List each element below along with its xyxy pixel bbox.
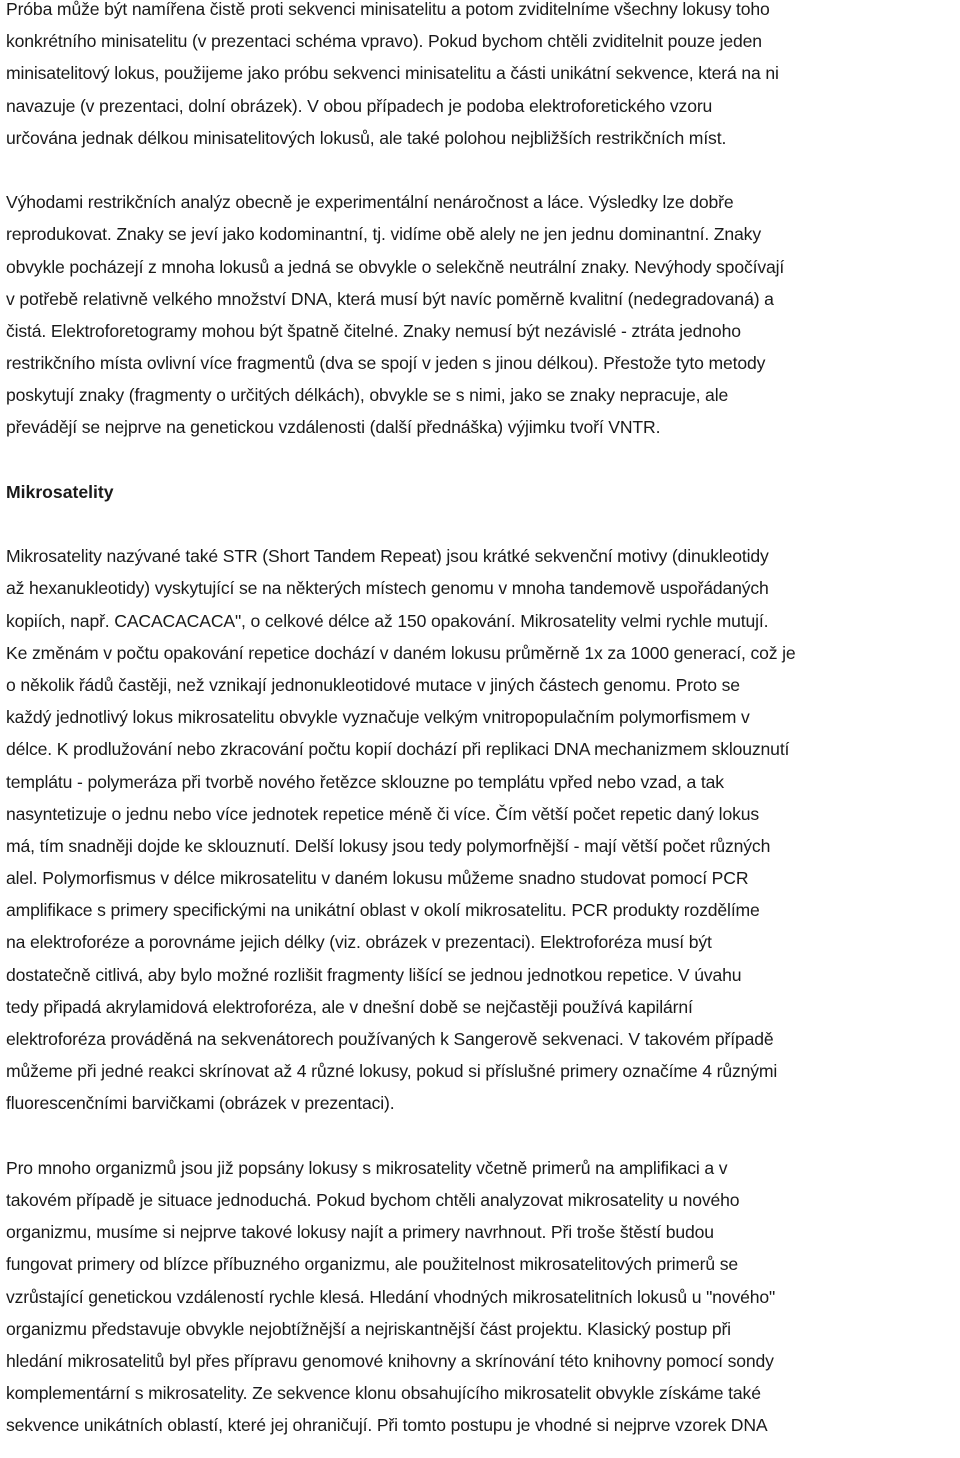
text-line: tedy připadá akrylamidová elektroforéza, ale v dnešní době se nejčastěji používá kapilární — [6, 996, 693, 1017]
text-line: můžeme při jedné reakci skrínovat až 4 různé lokusy, pokud si příslušné primery označíme 4 různými — [6, 1061, 778, 1082]
text-line: sekvence unikátních oblastí, které jej ohraničují. Při tomto postupu je vhodné si nejprve vzorek DNA — [6, 1415, 768, 1436]
text-line: o několik řádů častěji, než vznikají jednonukleotidové mutace v jiných částech genomu. Proto se — [6, 674, 740, 695]
text-line: templátu - polymeráza při tvorbě nového řetězce sklouzne po templátu vpřed nebo vzad, a tak — [6, 771, 724, 792]
text-line: na elektroforéze a porovnáme jejich délky (viz. obrázek v prezentaci). Elektroforéza musí být — [6, 932, 712, 953]
text-line: minisatelitový lokus, použijeme jako próbu sekvenci minisatelitu a části unikátní sekvence, která na ni — [6, 63, 779, 84]
text-line: alel. Polymorfismus v délce mikrosatelitu v daném lokusu můžeme snadno studovat pomocí PCR — [6, 868, 749, 889]
text-line: dostatečně citlivá, aby bylo možné rozlišit fragmenty lišící se jednou jednotkou repetice. V úvahu — [6, 964, 742, 985]
section-heading: Mikrosatelity — [6, 481, 114, 502]
text-line: restrikčního místa ovlivní více fragmentů (dva se spojí v jeden s jinou délkou). Přestože tyto metody — [6, 353, 766, 374]
text-line: amplifikace s primery specifickými na unikátní oblast v okolí mikrosatelitu. PCR produkty rozdělíme — [6, 900, 760, 921]
text-line: Ke změnám v počtu opakování repetice dochází v daném lokusu průměrně 1x za 1000 generací, což je — [6, 642, 796, 663]
text-line: určována jednak délkou minisatelitových lokusů, ale také polohou nejbližších restrikčních míst. — [6, 127, 727, 148]
text-line: hledání mikrosatelitů byl přes přípravu genomové knihovny a skrínování této knihovny pomocí sondy — [6, 1350, 774, 1371]
text-line: organizmu představuje obvykle nejobtížnější a nejriskantnější část projektu. Klasický postup při — [6, 1318, 731, 1339]
text-line: až hexanukleotidy) vyskytující se na některých místech genomu v mnoha tandemově uspořádaných — [6, 578, 769, 599]
text-line: obvykle pocházejí z mnoha lokusů a jedná se obvykle o selekčně neutrální znaky. Nevýhody spočívají — [6, 256, 785, 277]
text-line: reprodukovat. Znaky se jeví jako kodominantní, tj. vidíme obě alely ne jen jednu dominantní. Znaky — [6, 224, 761, 245]
text-line: komplementární s mikrosatelity. Ze sekvence klonu obsahujícího mikrosatelit obvykle získáme také — [6, 1383, 761, 1404]
text-line: fluorescenčními barvičkami (obrázek v prezentaci). — [6, 1093, 395, 1114]
text-line: Výhodami restrikčních analýz obecně je experimentální nenáročnost a láce. Výsledky lze dobře — [6, 192, 734, 213]
text-line: v potřebě relativně velkého množství DNA, která musí být navíc poměrně kvalitní (nedegradovaná) a — [6, 288, 774, 309]
paragraph-microsatellites — [6, 540, 954, 1119]
paragraph-spacer — [6, 508, 954, 540]
text-line: délce. K prodlužování nebo zkracování počtu kopií dochází při replikaci DNA mechanizmem sklouznutí — [6, 739, 790, 760]
text-line: vzrůstající genetickou vzdáleností rychle klesá. Hledání vhodných mikrosatelitních lokusů u "nového" — [6, 1286, 776, 1307]
paragraph-spacer — [6, 1120, 954, 1152]
text-line: organizmu, musíme si nejprve takové lokusy najít a primery navrhnout. Při troše štěstí budou — [6, 1222, 714, 1243]
text-line: navazuje (v prezentaci, dolní obrázek). V obou případech je podoba elektroforetického vzoru — [6, 95, 713, 116]
text-line: nasyntetizuje o jednu nebo více jednotek repetice méně či více. Čím větší počet repetic daný lokus — [6, 803, 760, 824]
paragraph-advantages — [6, 186, 954, 444]
paragraph-spacer — [6, 444, 954, 476]
paragraph-new-organism — [6, 1152, 954, 1442]
text-line: převádějí se nejprve na genetickou vzdálenosti (další přednáška) výjimku tvoří VNTR. — [6, 417, 661, 438]
paragraph-spacer — [6, 154, 954, 186]
text-line: Mikrosatelity nazývané také STR (Short Tandem Repeat) jsou krátké sekvenční motivy (dinukleotidy — [6, 546, 769, 567]
text-line: Pro mnoho organizmů jsou již popsány lokusy s mikrosatelity včetně primerů na amplifikaci a v — [6, 1157, 728, 1178]
text-line: konkrétního minisatelitu (v prezentaci schéma vpravo). Pokud bychom chtěli zviditelnit pouze jeden — [6, 31, 762, 52]
text-line: má, tím snadněji dojde ke sklouznutí. Delší lokusy jsou tedy polymorfnější - mají větší počet různých — [6, 835, 771, 856]
text-line: každý jednotlivý lokus mikrosatelitu obvykle vyznačuje velkým vnitropopulačním polymorfismem v — [6, 707, 750, 728]
text-line: takovém případě je situace jednoduchá. Pokud bychom chtěli analyzovat mikrosatelity u nového — [6, 1189, 740, 1210]
text-line: kopiích, např. CACACACACA", o celkové délce až 150 opakování. Mikrosatelity velmi rychle mutují. — [6, 610, 769, 631]
text-line: Próba může být namířena čistě proti sekvenci minisatelitu a potom zviditelníme všechny lokusy toho — [6, 0, 770, 19]
paragraph-probe — [6, 0, 954, 154]
text-line: fungovat primery od blízce příbuzného organizmu, ale použitelnost mikrosatelitových primerů se — [6, 1254, 739, 1275]
text-line: elektroforéza prováděná na sekvenátorech používaných k Sangerově sekvenaci. V takovém případě — [6, 1029, 774, 1049]
text-line: poskytují znaky (fragmenty o určitých délkách), obvykle se s nimi, jako se znaky nepracuje, ale — [6, 385, 729, 406]
text-line: čistá. Elektroforetogramy mohou být špatně čitelné. Znaky nemusí být nezávislé - ztráta jednoho — [6, 320, 741, 341]
